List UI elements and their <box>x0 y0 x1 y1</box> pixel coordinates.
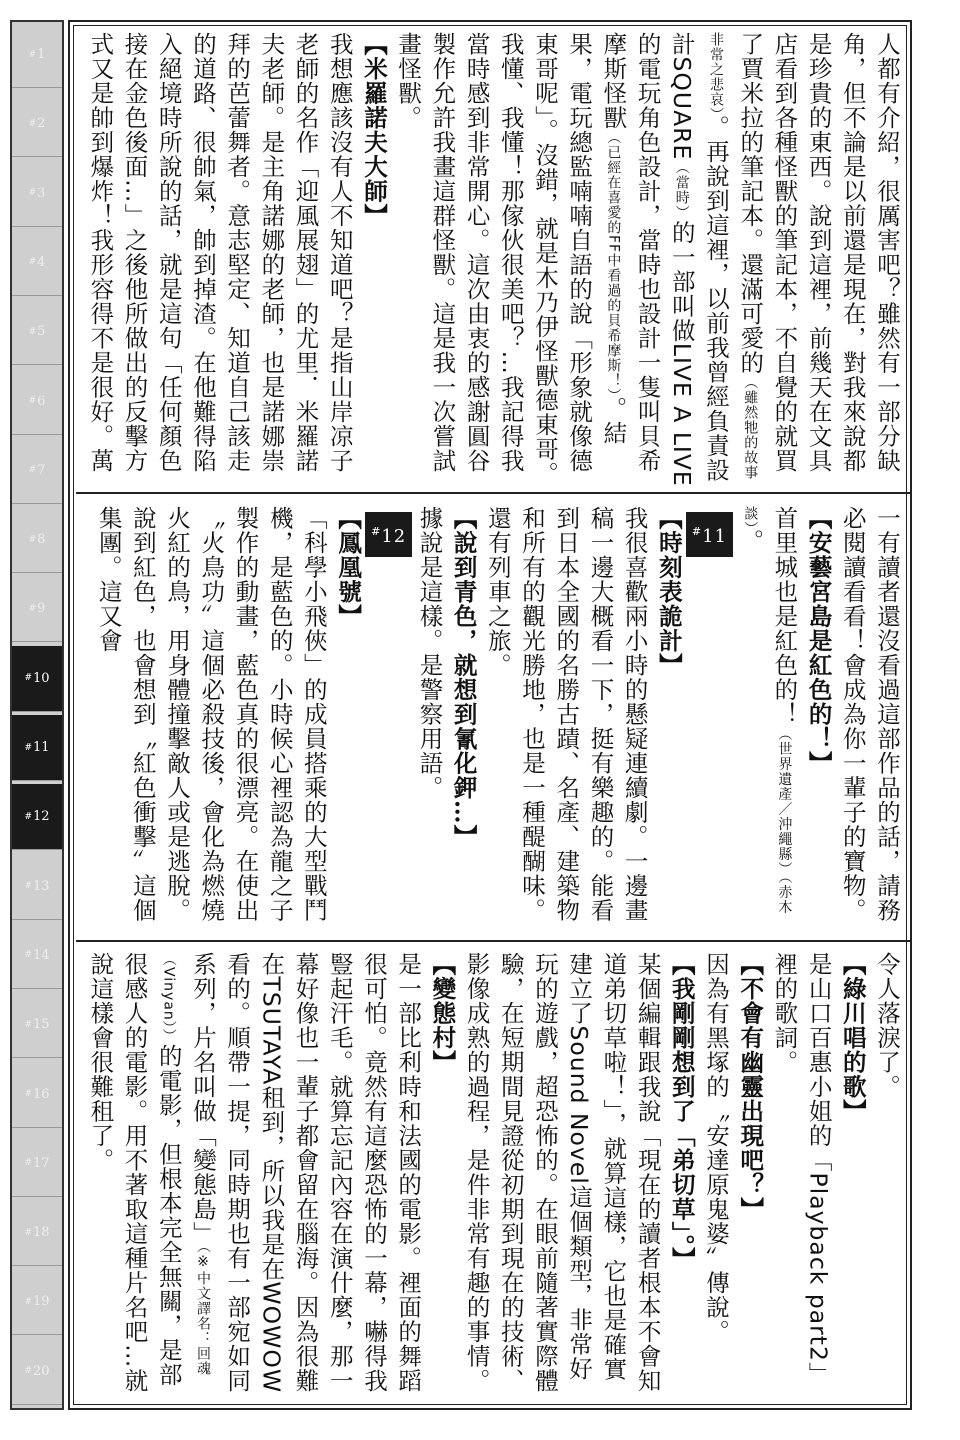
hash-mark: # <box>28 396 37 406</box>
hash-mark: # <box>28 326 37 337</box>
index-strip <box>10 20 64 1410</box>
hash-mark: # <box>28 118 37 129</box>
index-tab-2 <box>12 91 62 157</box>
page-frame <box>10 20 912 1410</box>
hash-mark: # <box>24 1366 32 1377</box>
index-tab-number: 10 <box>33 670 50 686</box>
index-tab-number: 8 <box>37 532 46 548</box>
paragraph: 我很喜歡兩小時的懸疑連續劇。一邊畫稿一邊大概看一下，挺有樂趣的。能看到日本全國的名勝古蹟、名產、建築物和所有的觀光勝地，也是一種醍醐味。還有列車之旅。 <box>483 506 649 923</box>
section-number-11: #11 <box>686 512 733 557</box>
note: （當時） <box>673 160 690 221</box>
text-panel-bottom <box>84 952 904 1402</box>
hash-mark: # <box>24 950 32 961</box>
paragraph: 我想應該沒有人不知道吧？是指山岸凉子老師的名作「迎風展翅」的尤里．米羅諾夫老師。是主角諾娜的老師，也是諾娜崇拜的芭蕾舞者。意志堅定、知道自己該走的道路、很帥氣，帥到掉渣。在他難得陷入絕境時所說的話，就是這句「任何顏色接在金色後面…」之後他所做出的反擊方式又是帥到爆炸！我形容得不是很好。萬 <box>86 32 354 473</box>
heading-ghost: 【不會有幽靈出現吧？】 <box>736 952 765 1222</box>
index-tab-number: 13 <box>33 878 50 894</box>
heading-mironov: 【米羅諾夫大師】 <box>359 32 388 228</box>
paragraph: 據說是這樣。是警察用語。 <box>415 506 444 800</box>
hash-mark: # <box>24 1089 32 1099</box>
index-tab-3 <box>12 161 62 227</box>
index-tab-number: 12 <box>33 809 50 825</box>
section-divider <box>76 492 910 494</box>
paragraph-end: 。 <box>736 529 765 554</box>
index-tab-9 <box>12 576 62 642</box>
section-divider <box>76 940 910 942</box>
index-tab-number: 3 <box>37 185 46 201</box>
hash-mark: # <box>24 881 32 892</box>
index-tab-14 <box>12 923 62 989</box>
paragraph: 的一部叫做LIVE A LIVE的電玩角色設計，當時也設計一隻叫貝希摩斯怪獸 <box>599 32 696 487</box>
index-tab-11 <box>12 715 62 781</box>
heading-otogirisou: 【我剛剛想到了「弟切草」。】 <box>667 952 696 1272</box>
heading-miyajima: 【安藝宮島是紅色的！】 <box>804 506 833 776</box>
index-tab-number: 15 <box>33 1017 50 1033</box>
heading-timetable: 【時刻表詭計】 <box>654 506 683 678</box>
hash-mark: # <box>24 1227 32 1238</box>
hash-mark: # <box>28 188 37 199</box>
paragraph: 首里城也是紅色的！ <box>770 506 799 727</box>
index-tab-number: 4 <box>37 254 46 270</box>
index-tab-number: 2 <box>37 116 46 132</box>
index-tab-number: 19 <box>33 1294 50 1310</box>
index-tab-number: 20 <box>33 1363 50 1379</box>
note: （已經在喜愛的FF中看過的貝希摩斯！） <box>605 130 622 397</box>
paragraph: 。結果，電玩總監喃喃自語的說「形象就像德東哥呢」。沒錯，就是木乃伊怪獸德東哥。我懂、我懂！那傢伙很美吧？…我記得我當時感到非常開心。這次由衷的感謝圓谷製作允許我畫這群怪獸。這是我一次嘗試畫怪獸。 <box>394 32 628 486</box>
index-tab-4 <box>12 230 62 296</box>
section-number-label: 12 <box>381 526 407 547</box>
index-tab-12 <box>12 784 62 850</box>
index-tab-number: 14 <box>33 947 50 963</box>
index-tab-number: 1 <box>37 47 46 62</box>
index-tab-number: 18 <box>33 1225 50 1241</box>
hash-mark: # <box>24 742 32 753</box>
paragraph: 「科學小飛俠」的成員搭乘的大型戰鬥機，是藍色的。小時候心裡認為龍之子製作的動畫，藍色真的很漂亮。在使出〝火鳥功〞這個必殺技後，會化為燃燒火紅的鳥，用身體撞擊敵人或是逃脫。說到紅色，也會想到〝紅色衝擊〞這個集團。這又會 <box>94 506 328 923</box>
hash-mark: # <box>28 534 37 545</box>
heading-song: 【綠川唱的歌】 <box>838 952 867 1124</box>
index-tab-number: 11 <box>33 740 50 755</box>
index-tab-15 <box>12 992 62 1058</box>
paragraph: 令人落淚了。 <box>873 952 901 1099</box>
index-tab-18 <box>12 1200 62 1266</box>
index-tab-13 <box>12 854 62 920</box>
index-tab-1 <box>12 22 62 88</box>
paragraph: 的電影，但根本完全無關，是部很感人的電影。用不著取這種片名吧…就說這樣會很難租了。 <box>86 952 183 1393</box>
index-tab-number: 7 <box>37 462 46 478</box>
index-tab-10 <box>12 646 62 712</box>
index-tab-6 <box>12 369 62 435</box>
hash-mark: # <box>24 1296 32 1307</box>
index-tab-number: 16 <box>33 1086 50 1102</box>
note: （※中文譯名：回魂（Vinyan）） <box>160 952 211 1376</box>
index-tab-8 <box>12 507 62 573</box>
index-tab-7 <box>12 438 62 504</box>
heading-phoenix: 【鳳凰號】 <box>334 506 363 629</box>
paragraph: 因為有黑塚的〝安達原鬼婆〞傳說。 <box>701 952 730 1344</box>
hash-mark: # <box>24 811 32 822</box>
text-panel-middle <box>84 506 904 936</box>
hash-mark: # <box>24 673 32 684</box>
hash-mark: # <box>28 465 37 476</box>
heading-blue: 【說到青色，就想到氰化鉀…】 <box>449 506 478 849</box>
paragraph: 某個編輯跟我說「現在的讀者根本不會知道弟切草啦！」，就算這樣，它也是確實建立了Sound Novel這個類型，非常好玩的遊戲，超恐怖的。在眼前隨著實際體驗，在短期間見證從初期到現在的技術、影像成熟的過程，是件非常有趣的事情。 <box>462 952 662 1393</box>
index-tab-16 <box>12 1062 62 1128</box>
section-number-label: 11 <box>702 526 727 547</box>
hash-mark: # <box>24 1019 32 1030</box>
paragraph: 。再說到這裡，以前我曾經負責設計SQUARE <box>667 32 730 483</box>
index-tab-number: 5 <box>37 324 46 340</box>
hash-mark: # <box>28 603 37 614</box>
index-tab-number: 6 <box>37 393 46 409</box>
index-tab-number: 9 <box>37 601 46 617</box>
index-tab-20 <box>12 1339 62 1405</box>
note: （世界遺產／沖繩縣）（赤木談） <box>742 506 793 915</box>
hash-mark: # <box>28 257 37 268</box>
index-tab-number: 17 <box>33 1155 50 1171</box>
main-text-box <box>68 20 912 1410</box>
note: （雖然牠的故事非常之悲哀） <box>707 32 759 480</box>
paragraph: 是一部比利時和法國的電影。裡面的舞蹈很可怕。竟然有這麼恐怖的一幕，嚇得我豎起汗毛。就算忘記內容在演什麼，那一幕好像也一輩子都會留在腦海。因為很難在TSUTAYA租到，所以我是在WOWOW看的。順帶一提，同時期也有一部宛如同系列，片名叫做「變態島」 <box>188 952 423 1394</box>
text-panel-top <box>84 32 904 487</box>
index-tab-19 <box>12 1269 62 1335</box>
heading-calvaire: 【變態村】 <box>428 952 457 1075</box>
index-tab-5 <box>12 299 62 365</box>
paragraph: 一有讀者還沒看過這部作品的話，請務必閱讀看看！會成為你一輩子的寶物。 <box>838 506 901 923</box>
section-number-12: #12 <box>365 512 412 557</box>
hash-mark: # <box>28 49 37 60</box>
paragraph: 人都有介紹，很厲害吧？雖然有一部分缺角，但不論是以前還是現在，對我來說都是珍貴的東西。說到這裡，前幾天在文具店看到各種怪獸的筆記本，不自覺的就買了賈米拉的筆記本。還滿可愛的 <box>736 32 901 473</box>
paragraph: 是山口百惠小姐的「Playback part2」裡的歌詞。 <box>770 952 833 1387</box>
hash-mark: # <box>24 1158 32 1169</box>
index-tab-17 <box>12 1131 62 1197</box>
